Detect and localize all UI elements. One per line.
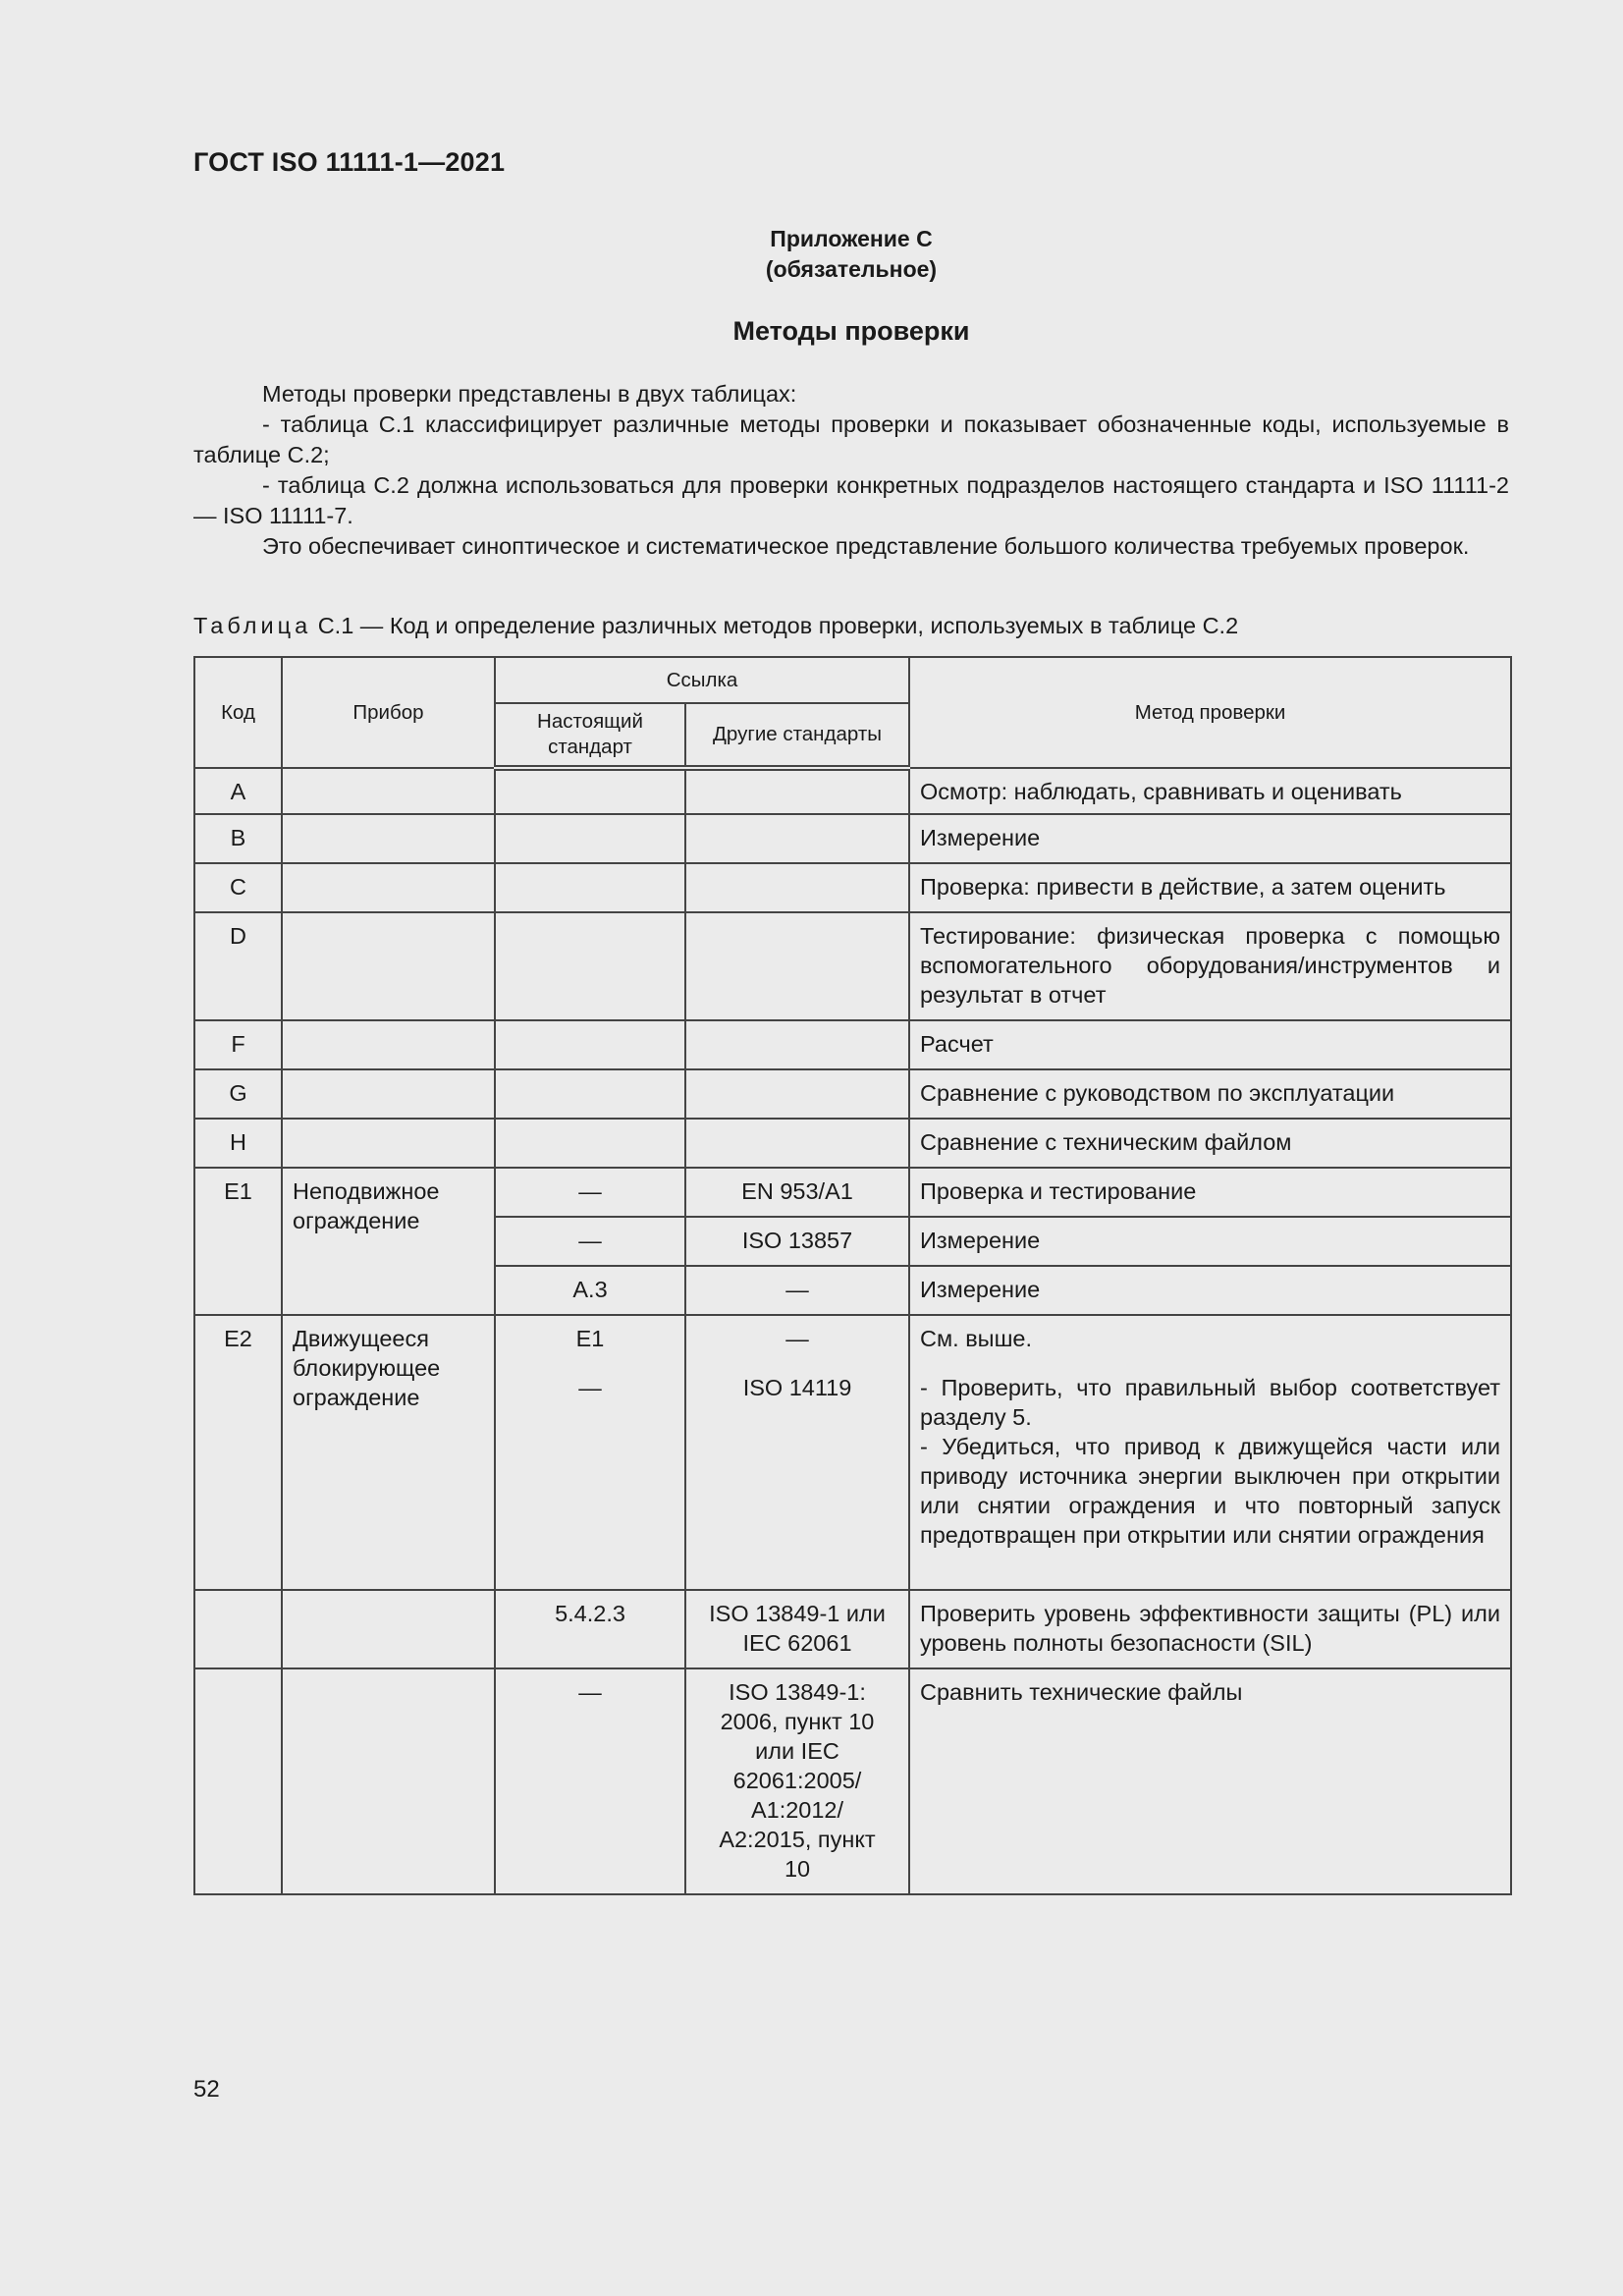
- row-this-standard: [496, 771, 684, 785]
- table-row: [194, 912, 1511, 1020]
- row-other-standards: EN 953/A1: [741, 1178, 853, 1204]
- header-other-standards: Другие стандарты: [685, 703, 909, 768]
- row-this-standard: —: [578, 1178, 602, 1204]
- intro-paragraph: - таблица С.1 классифицирует различные методы проверки и показывает обозначенные коды, используемые в таблице С.2;: [193, 411, 1509, 467]
- e2-this-2: —: [578, 1375, 602, 1400]
- intro-paragraph: - таблица С.2 должна использоваться для проверки конкретных подразделов настоящего стандарта и ISO 11111-2 — ISO 11111-7.: [193, 472, 1509, 528]
- row-this-standard: [496, 815, 684, 829]
- table-row: [194, 1668, 1511, 1894]
- document-id: ГОСТ ISO 11111-1—2021: [193, 147, 506, 177]
- row-method: Проверка: привести в действие, а затем оценить: [920, 874, 1446, 900]
- row-device: [283, 1120, 494, 1133]
- table-row: [194, 1020, 1511, 1069]
- table-row: [194, 1315, 1511, 1590]
- row-method: Измерение: [920, 1228, 1041, 1253]
- header-device: Прибор: [282, 657, 495, 768]
- row-code: E1: [224, 1178, 252, 1204]
- row-other-standards: —: [785, 1277, 809, 1302]
- e2-method-2a: - Проверить, что правильный выбор соответствует разделу 5.: [920, 1375, 1501, 1430]
- row-code: G: [229, 1080, 247, 1106]
- appendix-title: Приложение С: [770, 226, 933, 251]
- row-device: [283, 1070, 494, 1084]
- row-code: H: [230, 1129, 246, 1155]
- row-other-standards: [686, 1316, 908, 1408]
- row-code: C: [230, 874, 246, 900]
- row-device: Неподвижное ограждение: [293, 1178, 440, 1233]
- row-other-standards: [686, 1070, 908, 1084]
- row-method: Измерение: [920, 825, 1041, 850]
- table-row: [194, 768, 1511, 814]
- table-row: [194, 1119, 1511, 1168]
- row-this-standard: [496, 1316, 684, 1408]
- table-caption-text: С.1 — Код и определение различных методов проверки, используемых в таблице С.2: [317, 613, 1239, 638]
- row-other-standards: [686, 913, 908, 927]
- row-this-standard: [496, 864, 684, 878]
- table-row: [194, 1069, 1511, 1119]
- row-this-standard: [496, 1070, 684, 1084]
- appendix-status: (обязательное): [765, 256, 938, 282]
- methods-table: [193, 656, 1512, 1895]
- row-this-standard: [496, 1120, 684, 1133]
- row-this-standard: —: [578, 1228, 602, 1253]
- intro-paragraph: Методы проверки представлены в двух таблицах:: [262, 381, 797, 407]
- row-method: Расчет: [920, 1031, 994, 1057]
- row-other-standards: [686, 1120, 908, 1133]
- row-other-standards: [686, 864, 908, 878]
- intro-paragraph: Это обеспечивает синоптическое и систематическое представление большого количества требуемых проверок.: [262, 533, 1470, 559]
- row-device: Движущееся блокирующее ограждение: [293, 1326, 441, 1410]
- e2-other-1: —: [785, 1326, 809, 1351]
- row-this-standard: —: [578, 1679, 602, 1705]
- row-code: E2: [224, 1326, 252, 1351]
- row-method: Измерение: [920, 1277, 1041, 1302]
- row-this-standard: [496, 913, 684, 927]
- row-device: [283, 913, 494, 927]
- row-code: F: [231, 1031, 245, 1057]
- header-reference: Ссылка: [495, 657, 909, 703]
- row-this-standard: [496, 1021, 684, 1035]
- row-code: A: [230, 779, 246, 804]
- row-other-standards: ISO 13849-1 или IEC 62061: [709, 1601, 886, 1656]
- row-this-standard: А.3: [572, 1277, 608, 1302]
- row-method: Сравнение с руководством по эксплуатации: [920, 1080, 1395, 1106]
- row-this-standard: 5.4.2.3: [555, 1601, 625, 1626]
- e2-method-2b: - Убедиться, что привод к движущейся части или приводу источника энергии выключен при открытии или снятии ограждения и что повторный запуск предотвращен при открытии или снятии ограждения: [920, 1434, 1501, 1548]
- row-device: [283, 1021, 494, 1035]
- row-method: Сравнить технические файлы: [920, 1679, 1243, 1705]
- e2-this-1: E1: [575, 1326, 605, 1351]
- header-method: Метод проверки: [909, 657, 1511, 768]
- table-row: [194, 1590, 1511, 1668]
- row-method: Осмотр: наблюдать, сравнивать и оценивать: [920, 779, 1402, 804]
- row-device: [283, 815, 494, 829]
- header-this-standard-text: Настоящий стандарт: [537, 710, 643, 758]
- e2-other-2: ISO 14119: [742, 1375, 852, 1400]
- row-other-standards: [686, 1021, 908, 1035]
- row-code: B: [230, 825, 246, 850]
- table-caption: [193, 613, 1509, 639]
- header-this-standard: [495, 703, 685, 768]
- table-caption-label: Таблица: [193, 613, 312, 638]
- row-other-standards: [686, 815, 908, 829]
- row-method: [910, 1316, 1510, 1556]
- table-row: [194, 1168, 1511, 1217]
- table-row: [194, 814, 1511, 863]
- row-method: Тестирование: физическая проверка с помощью вспомогательного оборудования/инструментов и результат в отчет: [920, 923, 1501, 1008]
- intro-text: [193, 379, 1509, 562]
- table-row: [194, 863, 1511, 912]
- row-device: [283, 864, 494, 878]
- header-code: Код: [194, 657, 282, 768]
- row-method: Проверка и тестирование: [920, 1178, 1197, 1204]
- section-title: Методы проверки: [732, 316, 970, 346]
- row-other-standards: ISO 13857: [741, 1228, 853, 1253]
- row-method: Проверить уровень эффективности защиты (PL) или уровень полноты безопасности (SIL): [920, 1601, 1501, 1656]
- row-method: Сравнение с техническим файлом: [920, 1129, 1292, 1155]
- e2-method-1: См. выше.: [920, 1326, 1033, 1351]
- page-number: 52: [193, 2076, 220, 2103]
- row-other-standards: ISO 13849-1: 2006, пункт 10 или IEC 62061:2005/ A1:2012/ A2:2015, пункт 10: [719, 1679, 876, 1882]
- row-other-standards: [686, 771, 908, 785]
- row-device: [283, 769, 494, 783]
- appendix-heading: [193, 224, 1509, 285]
- row-code: D: [230, 923, 246, 949]
